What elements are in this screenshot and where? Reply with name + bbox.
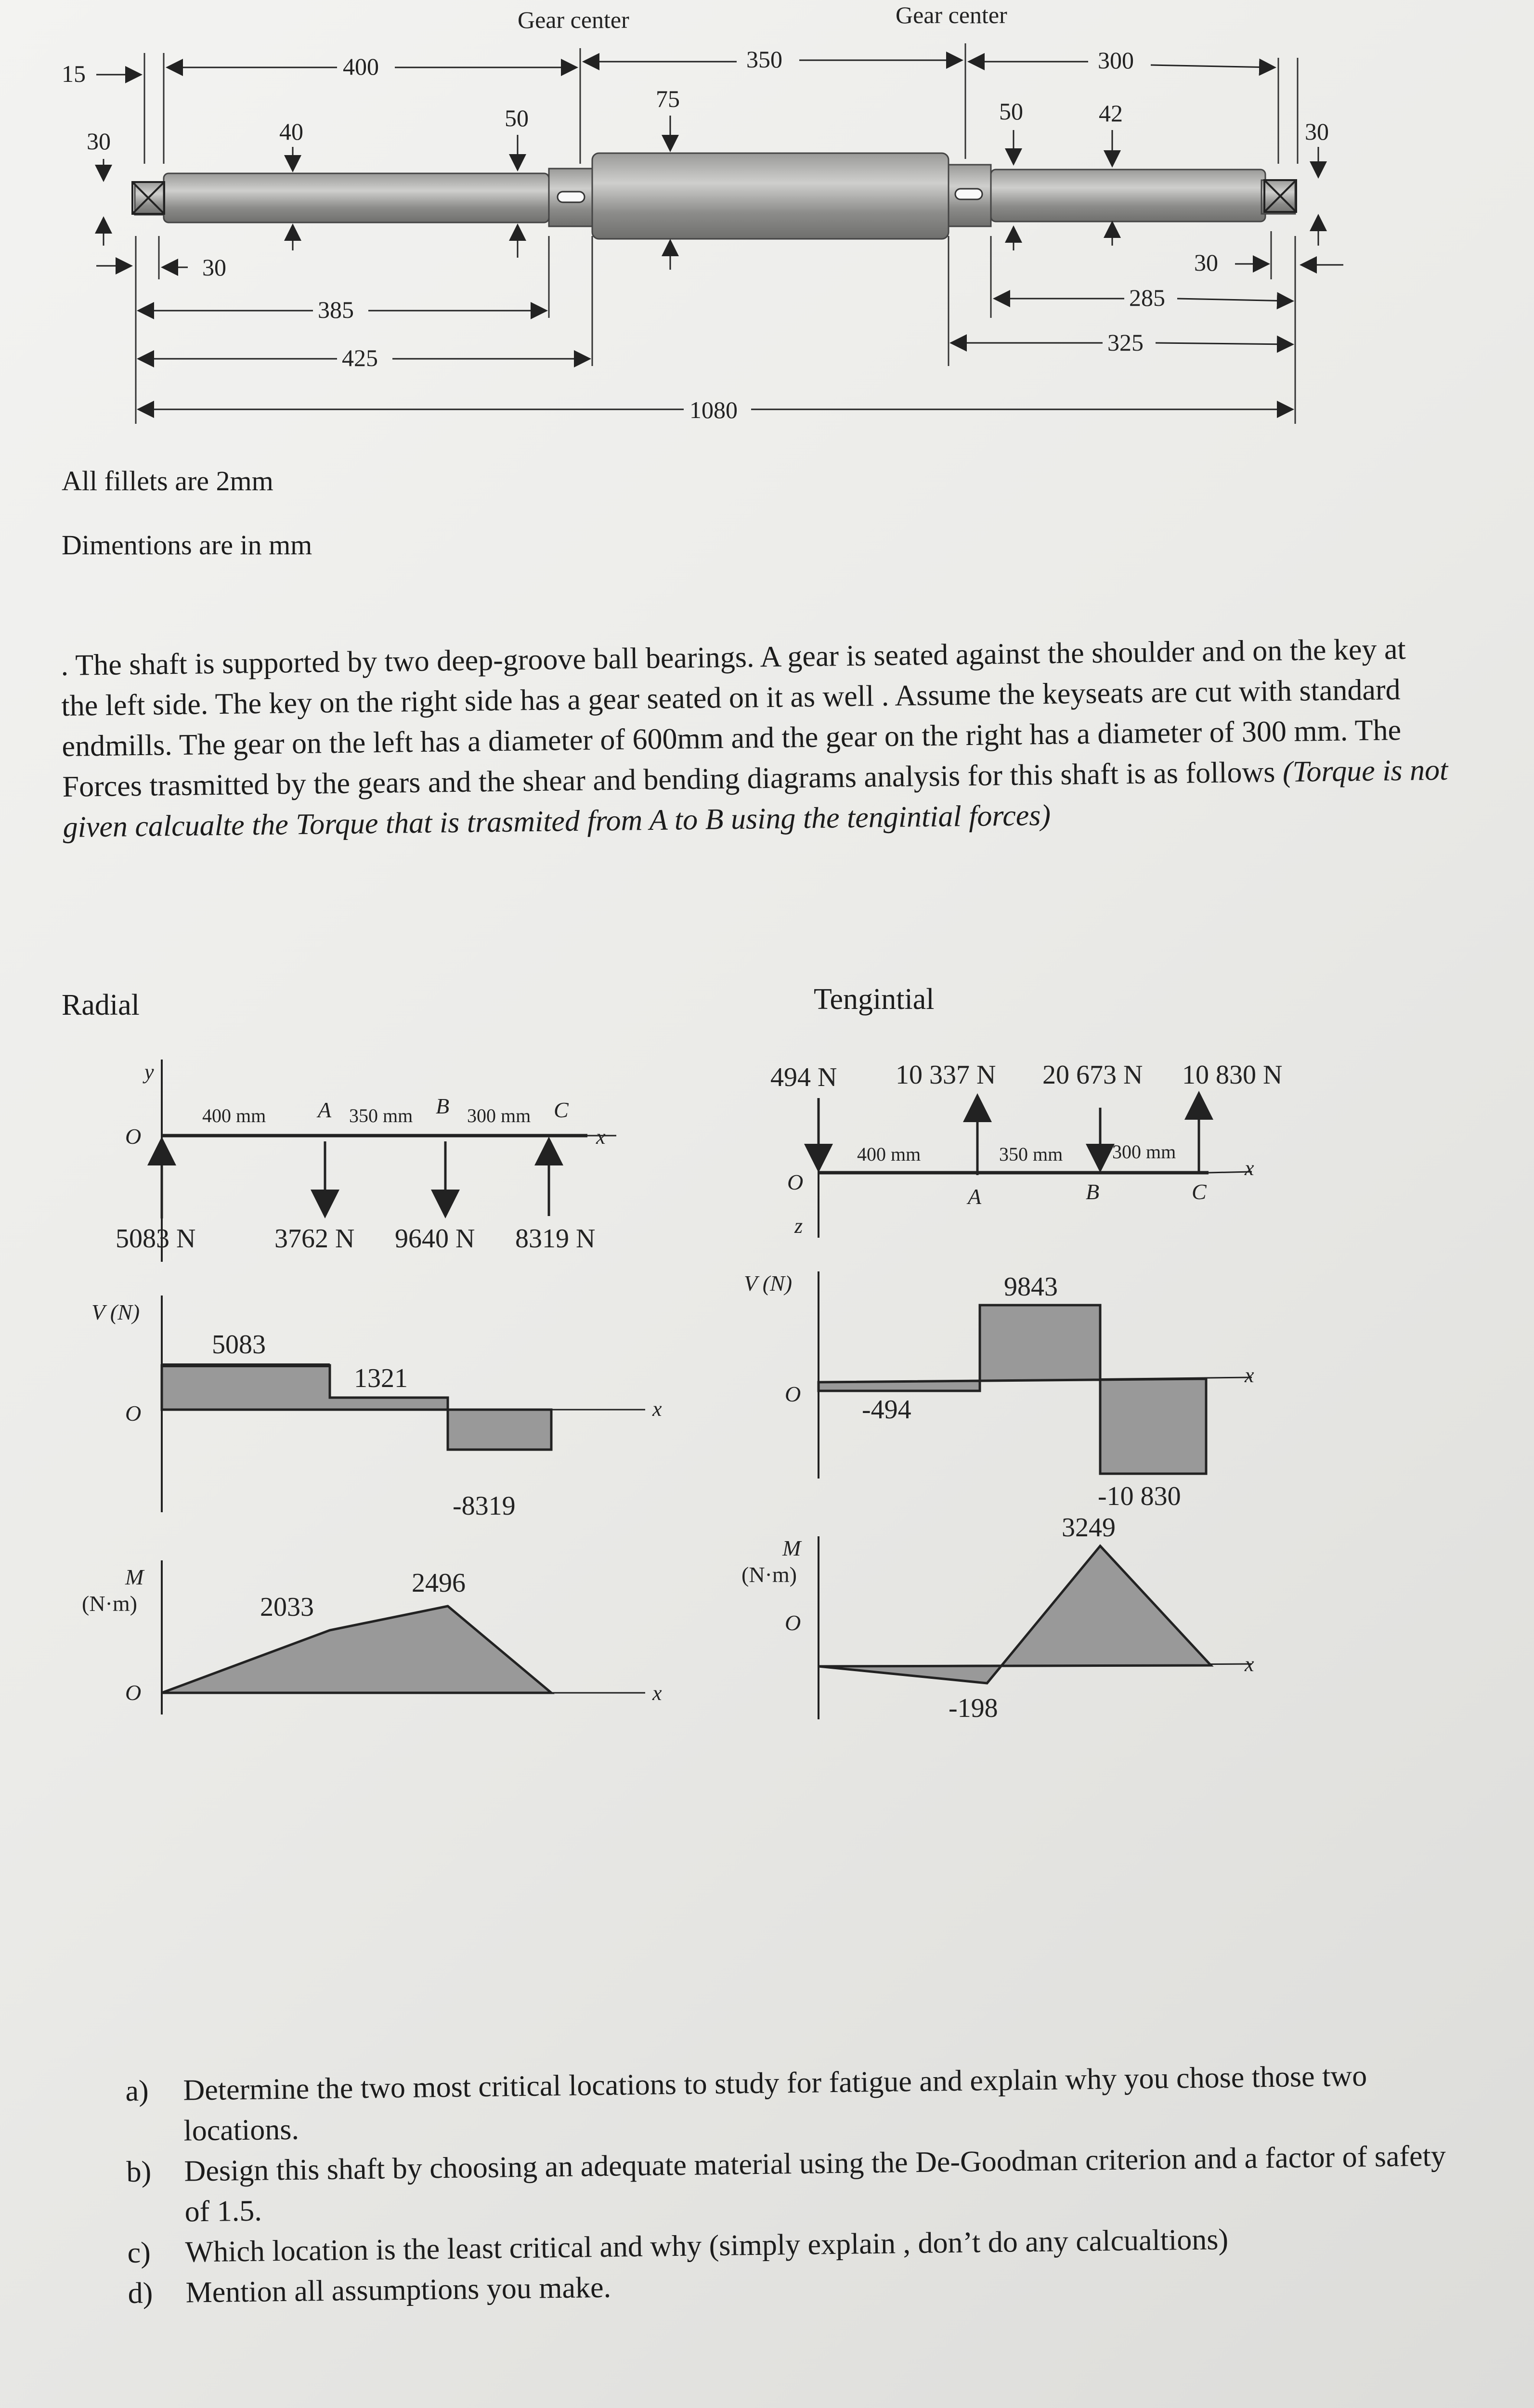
dim-300: 300	[1098, 47, 1134, 74]
question-a	[125, 2055, 1474, 2152]
radial-v-value-3: -8319	[453, 1491, 516, 1521]
tangential-span-3: 300 mm	[1112, 1141, 1176, 1163]
radial-v-label: V (N)	[91, 1300, 140, 1324]
radial-m-value-1: 2033	[260, 1592, 314, 1622]
radial-force-o: 5083 N	[116, 1224, 196, 1254]
tangential-axis-o: O	[787, 1170, 804, 1194]
tangential-v-value-1: -494	[862, 1395, 911, 1425]
tangential-v-value-3: -10 830	[1098, 1481, 1181, 1511]
tangential-axis-x: x	[1245, 1156, 1254, 1180]
question-b	[126, 2135, 1475, 2233]
dim-15: 15	[62, 60, 86, 87]
dim-385: 385	[318, 296, 354, 323]
fillet-note: All fillets are 2mm	[62, 465, 273, 497]
dim-350: 350	[746, 46, 782, 73]
tangential-span-1: 400 mm	[857, 1143, 921, 1165]
tangential-point-b: B	[1086, 1179, 1100, 1204]
tangential-v-label: V (N)	[744, 1271, 793, 1296]
radial-diagrams	[67, 1050, 793, 1772]
tangential-diagrams	[741, 1045, 1464, 1767]
description-italic: (Torque is not given calcualte the Torque that is trasmited from A to B using the tengintial forces)	[63, 753, 1448, 844]
tangential-m-label-2: (N·m)	[741, 1562, 797, 1587]
radial-v-value-1: 5083	[212, 1330, 266, 1360]
dim-50-right: 50	[999, 98, 1023, 125]
radial-m-axis-x: x	[652, 1681, 662, 1705]
tangential-force-c: 10 830 N	[1182, 1060, 1283, 1090]
dim-50-left: 50	[505, 105, 529, 131]
shaft-right-section	[991, 170, 1265, 222]
tangential-moment-area	[819, 1546, 1211, 1683]
radial-force-a: 3762 N	[274, 1224, 355, 1254]
radial-v-value-2: 1321	[354, 1363, 408, 1393]
question-label: d)	[128, 2277, 153, 2310]
question-text: Which location is the least critical and why (simply explain , don’t do any calcualtions)	[185, 2223, 1229, 2269]
tangential-point-c: C	[1192, 1179, 1207, 1204]
dim-42: 42	[1099, 100, 1123, 127]
radial-span-2: 350 mm	[349, 1105, 413, 1126]
tangential-force-o: 494 N	[770, 1062, 837, 1092]
tangential-m-axis-x: x	[1245, 1652, 1254, 1676]
radial-span-3: 300 mm	[467, 1105, 531, 1126]
dim-75: 75	[656, 85, 680, 112]
dim-30-right: 30	[1305, 118, 1329, 145]
radial-axis-y: y	[144, 1060, 154, 1084]
radial-point-b: B	[436, 1094, 450, 1118]
radial-span-1: 400 mm	[202, 1105, 266, 1126]
radial-m-label-2: (N·m)	[82, 1591, 137, 1616]
tangential-title: Tengintial	[814, 983, 935, 1016]
left-keyway	[558, 192, 585, 202]
tangential-v-zero: O	[785, 1382, 801, 1406]
radial-v-zero: O	[125, 1401, 142, 1426]
shaft-left-section	[164, 173, 549, 222]
question-label: a)	[125, 2074, 149, 2107]
radial-v-axis-x: x	[652, 1397, 662, 1421]
gear-center-left-label: Gear center	[518, 6, 629, 33]
tangential-m-value-2: 3249	[1062, 1513, 1116, 1543]
dim-40: 40	[279, 118, 303, 145]
description-main: . The shaft is supported by two deep-groove ball bearings. A gear is seated against the shoulder and on the key at the left side. The key on the right side has a gear seated on it as well . Assume the keyseats are cut with standard endmills. The gear on the left has a diameter of 600mm and the gear on the right has a diameter of 300 mm. The Forces trasmitted by the gears and the shear and bending diagrams analysis for this shaft is as follows	[61, 632, 1406, 803]
tangential-force-a: 10 337 N	[896, 1060, 996, 1090]
gear-center-right-label: Gear center	[896, 1, 1007, 28]
tangential-m-value-1: -198	[949, 1693, 998, 1723]
radial-axis-x: x	[596, 1125, 606, 1149]
tangential-v-value-2: 9843	[1004, 1272, 1058, 1302]
question-text: Determine the two most critical locations to study for fatigue and explain why you chose those two locations.	[183, 2059, 1367, 2147]
radial-m-label-1: M	[125, 1565, 144, 1589]
problem-description	[61, 628, 1450, 848]
question-label: c)	[127, 2236, 151, 2269]
dim-30-bottom-right: 30	[1194, 249, 1218, 276]
radial-m-value-2: 2496	[412, 1568, 466, 1598]
dim-30-bottom-left: 30	[202, 254, 226, 281]
radial-force-c: 8319 N	[515, 1224, 596, 1254]
dim-30-left: 30	[87, 128, 111, 155]
dim-400: 400	[343, 53, 379, 80]
dim-325: 325	[1107, 329, 1144, 356]
tangential-shear-area	[819, 1305, 1206, 1474]
tangential-v-axis-x: x	[1245, 1363, 1254, 1387]
radial-axis-o: O	[125, 1124, 142, 1149]
radial-m-zero: O	[125, 1680, 142, 1705]
tangential-axis-z: z	[794, 1214, 803, 1238]
dim-425: 425	[342, 344, 378, 371]
tangential-m-zero: O	[785, 1610, 801, 1635]
tangential-span-2: 350 mm	[999, 1143, 1063, 1165]
question-text: Design this shaft by choosing an adequate material using the De-Goodman criterion and a factor of safety of 1.5.	[184, 2139, 1446, 2228]
dim-285: 285	[1129, 284, 1165, 311]
radial-title: Radial	[62, 989, 140, 1021]
question-label: b)	[126, 2155, 152, 2188]
radial-force-b: 9640 N	[395, 1224, 475, 1254]
radial-point-c: C	[554, 1098, 569, 1122]
tangential-force-b: 20 673 N	[1042, 1060, 1143, 1090]
dim-1080: 1080	[689, 396, 738, 423]
right-keyway	[955, 189, 982, 199]
radial-point-a: A	[318, 1098, 332, 1122]
tangential-point-a: A	[968, 1184, 982, 1209]
question-list	[125, 2055, 1476, 2314]
shaft-drawing	[0, 0, 1534, 462]
shaft-center-section	[592, 153, 949, 239]
dimension-note: Dimentions are in mm	[62, 529, 312, 561]
question-text: Mention all assumptions you make.	[185, 2271, 611, 2309]
radial-moment-area	[162, 1606, 551, 1693]
tangential-m-label-1: M	[782, 1536, 801, 1560]
